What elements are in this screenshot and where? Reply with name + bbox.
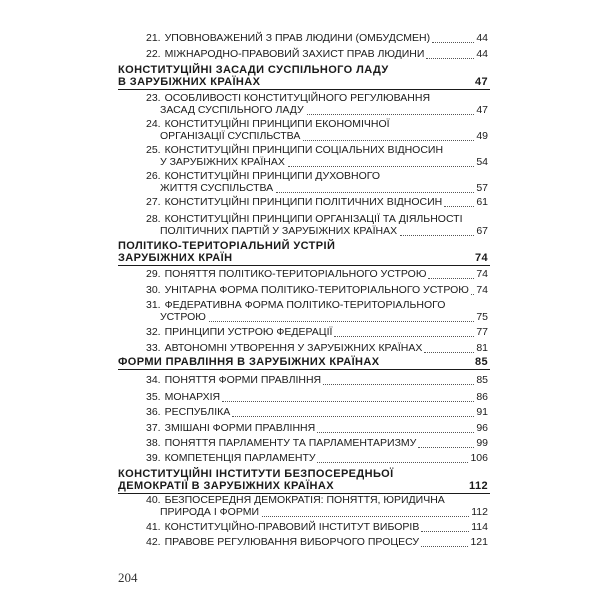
- page-ref: 91: [476, 406, 488, 418]
- page-ref: 114: [471, 521, 488, 533]
- entry-title-line: ПОЛІТИЧНИХ ПАРТІЙ У ЗАРУБІЖНИХ КРАЇНАХ: [160, 225, 398, 237]
- entry-text: УНІТАРНА ФОРМА ПОЛІТИКО-ТЕРИТОРІАЛЬНОГО УСТРОЮ: [164, 284, 469, 296]
- section-title-line: ФОРМИ ПРАВЛІННЯ В ЗАРУБІЖНИХ КРАЇНАХ: [118, 356, 380, 368]
- page-ref: 86: [476, 391, 488, 403]
- entry-title-line: ОРГАНІЗАЦІЇ СУСПІЛЬСТВА: [160, 130, 301, 142]
- dot-leader: [262, 516, 469, 517]
- entry-text: ПОНЯТТЯ ФОРМИ ПРАВЛІННЯ: [164, 374, 322, 386]
- entry-title-line: [146, 92, 430, 104]
- page-ref: 85: [476, 374, 488, 386]
- entry-text: ПОНЯТТЯ ПАРЛАМЕНТУ ТА ПАРЛАМЕНТАРИЗМУ: [164, 437, 417, 449]
- entry-text: КОНСТИТУЦІЙНІ ПРИНЦИПИ СОЦІАЛЬНИХ ВІДНОСИН: [164, 144, 444, 156]
- section-rule: [118, 369, 490, 370]
- entry-text: ОСОБЛИВОСТІ КОНСТИТУЦІЙНОГО РЕГУЛЮВАННЯ: [164, 92, 431, 104]
- entry-text: ЗМІШАНІ ФОРМИ ПРАВЛІННЯ: [164, 422, 316, 434]
- dot-leader: [428, 278, 474, 279]
- entry-title-line: [146, 118, 390, 130]
- entry-text: БЕЗПОСЕРЕДНЯ ДЕМОКРАТІЯ: ПОНЯТТЯ, ЮРИДИЧНА: [164, 494, 445, 506]
- page-ref: 85: [474, 356, 488, 368]
- page-ref: 96: [476, 422, 488, 434]
- entry-title-line: ПРИРОДА І ФОРМИ: [160, 506, 260, 518]
- entry-text: ПРАВОВЕ РЕГУЛЮВАННЯ ВИБОРЧОГО ПРОЦЕСУ: [164, 536, 420, 548]
- entry-text: КОМПЕТЕНЦІЯ ПАРЛАМЕНТУ: [164, 452, 316, 464]
- dot-leader: [232, 416, 474, 417]
- entry-number: 30.: [146, 284, 161, 296]
- dot-leader: [222, 401, 474, 402]
- page-ref: 67: [476, 225, 488, 237]
- page-ref: 75: [476, 311, 488, 323]
- entry-text: РЕСПУБЛІКА: [164, 406, 231, 418]
- page-ref: 44: [476, 32, 488, 44]
- dot-leader: [317, 432, 474, 433]
- page-ref: 112: [471, 506, 488, 518]
- entry-title-line: [146, 391, 220, 403]
- page-ref: 121: [470, 536, 488, 548]
- section-title-line: КОНСТИТУЦІЙНІ ЗАСАДИ СУСПІЛЬНОГО ЛАДУ: [118, 64, 389, 76]
- section-title-line: ДЕМОКРАТІЇ В ЗАРУБІЖНИХ КРАЇНАХ: [118, 480, 334, 492]
- entry-text: ФЕДЕРАТИВНА ФОРМА ПОЛІТИКО-ТЕРИТОРІАЛЬНОГО: [164, 299, 446, 311]
- entry-text: ПРИНЦИПИ УСТРОЮ ФЕДЕРАЦІЇ: [164, 326, 333, 338]
- page-ref: 57: [476, 182, 488, 194]
- entry-title-line: УСТРОЮ: [160, 311, 206, 323]
- entry-number: 36.: [146, 406, 161, 418]
- page-ref: 74: [474, 252, 488, 264]
- entry-number: 25.: [146, 144, 161, 156]
- entry-number: 29.: [146, 268, 161, 280]
- entry-title-line: [146, 521, 419, 533]
- entry-title-line: ЗАСАД СУСПІЛЬНОГО ЛАДУ: [160, 104, 304, 116]
- page-ref: 74: [476, 268, 488, 280]
- entry-number: 28.: [146, 213, 161, 225]
- entry-title-line: [146, 342, 422, 354]
- entry-number: 34.: [146, 374, 161, 386]
- page-ref: 77: [476, 326, 488, 338]
- section-title-line: ЗАРУБІЖНИХ КРАЇН: [118, 252, 233, 264]
- dot-leader: [288, 166, 474, 167]
- dot-leader: [444, 206, 474, 207]
- section-title-line: ПОЛІТИКО-ТЕРИТОРІАЛЬНИЙ УСТРІЙ: [118, 240, 336, 252]
- entry-title-line: [146, 374, 321, 386]
- dot-leader: [209, 321, 474, 322]
- page-ref: 54: [476, 156, 488, 168]
- dot-leader: [421, 546, 468, 547]
- page-ref: 61: [476, 196, 488, 208]
- entry-number: 35.: [146, 391, 161, 403]
- dot-leader: [317, 462, 468, 463]
- page-ref: 49: [476, 130, 488, 142]
- entry-title-line: [146, 494, 445, 506]
- dot-leader: [424, 352, 474, 353]
- entry-title-line: [146, 32, 430, 44]
- entry-title-line: [146, 422, 315, 434]
- entry-title-line: [146, 284, 469, 296]
- entry-number: 21.: [146, 32, 161, 44]
- entry-title-line: [146, 48, 424, 60]
- entry-number: 40.: [146, 494, 161, 506]
- entry-number: 27.: [146, 196, 161, 208]
- dot-leader: [323, 384, 474, 385]
- entry-title-line: [146, 452, 316, 464]
- section-rule: [118, 89, 490, 90]
- dot-leader: [400, 235, 474, 236]
- dot-leader: [303, 140, 474, 141]
- entry-number: 32.: [146, 326, 161, 338]
- page-ref: 112: [469, 480, 488, 492]
- entry-number: 37.: [146, 422, 161, 434]
- entry-text: МОНАРХІЯ: [164, 391, 221, 403]
- entry-number: 33.: [146, 342, 161, 354]
- page-ref: 74: [476, 284, 488, 296]
- entry-title-line: [146, 196, 442, 208]
- entry-title-line: ЖИТТЯ СУСПІЛЬСТВА: [160, 182, 274, 194]
- section-title-line: В ЗАРУБІЖНИХ КРАЇНАХ: [118, 76, 261, 88]
- entry-title-line: [146, 213, 463, 225]
- entry-text: КОНСТИТУЦІЙНІ ПРИНЦИПИ ПОЛІТИЧНИХ ВІДНОСИН: [164, 196, 443, 208]
- entry-title-line: [146, 299, 445, 311]
- entry-text: ПОНЯТТЯ ПОЛІТИКО-ТЕРИТОРІАЛЬНОГО УСТРОЮ: [164, 268, 427, 280]
- page-ref: 106: [470, 452, 488, 464]
- entry-title-line: [146, 268, 426, 280]
- page-ref: 44: [476, 48, 488, 60]
- entry-number: 24.: [146, 118, 161, 130]
- page-ref: 47: [476, 104, 488, 116]
- entry-number: 26.: [146, 170, 161, 182]
- entry-number: 42.: [146, 536, 161, 548]
- entry-text: АВТОНОМНІ УТВОРЕННЯ У ЗАРУБІЖНИХ КРАЇНАХ: [164, 342, 423, 354]
- entry-title-line: [146, 170, 380, 182]
- dot-leader: [471, 294, 474, 295]
- entry-title-line: [146, 536, 419, 548]
- entry-title-line: У ЗАРУБІЖНИХ КРАЇНАХ: [160, 156, 285, 168]
- entry-number: 23.: [146, 92, 161, 104]
- page-ref: 47: [474, 76, 488, 88]
- entry-number: 22.: [146, 48, 161, 60]
- section-title-line: КОНСТИТУЦІЙНІ ІНСТИТУТИ БЕЗПОСЕРЕДНЬОЇ: [118, 468, 394, 480]
- entry-text: КОНСТИТУЦІЙНІ ПРИНЦИПИ ДУХОВНОГО: [164, 170, 381, 182]
- dot-leader: [307, 114, 474, 115]
- dot-leader: [276, 192, 474, 193]
- entry-number: 31.: [146, 299, 161, 311]
- entry-title-line: [146, 406, 230, 418]
- entry-number: 39.: [146, 452, 161, 464]
- entry-number: 41.: [146, 521, 161, 533]
- page-ref: 81: [476, 342, 488, 354]
- page-ref: 99: [476, 437, 488, 449]
- entry-text: КОНСТИТУЦІЙНІ ПРИНЦИПИ ОРГАНІЗАЦІЇ ТА ДІЯЛЬНОСТІ: [164, 213, 463, 225]
- entry-title-line: [146, 437, 416, 449]
- entry-title-line: [146, 326, 332, 338]
- dot-leader: [334, 336, 474, 337]
- dot-leader: [426, 58, 474, 59]
- page-number: 204: [118, 570, 138, 585]
- entry-title-line: [146, 144, 443, 156]
- entry-text: УПОВНОВАЖЕНИЙ З ПРАВ ЛЮДИНИ (ОМБУДСМЕН): [164, 32, 431, 44]
- dot-leader: [432, 42, 474, 43]
- section-rule: [118, 265, 490, 266]
- entry-text: МІЖНАРОДНО-ПРАВОВИЙ ЗАХИСТ ПРАВ ЛЮДИНИ: [164, 48, 425, 60]
- entry-number: 38.: [146, 437, 161, 449]
- dot-leader: [421, 531, 469, 532]
- entry-text: КОНСТИТУЦІЙНО-ПРАВОВИЙ ІНСТИТУТ ВИБОРІВ: [164, 521, 420, 533]
- dot-leader: [418, 447, 474, 448]
- entry-text: КОНСТИТУЦІЙНІ ПРИНЦИПИ ЕКОНОМІЧНОЇ: [164, 118, 390, 130]
